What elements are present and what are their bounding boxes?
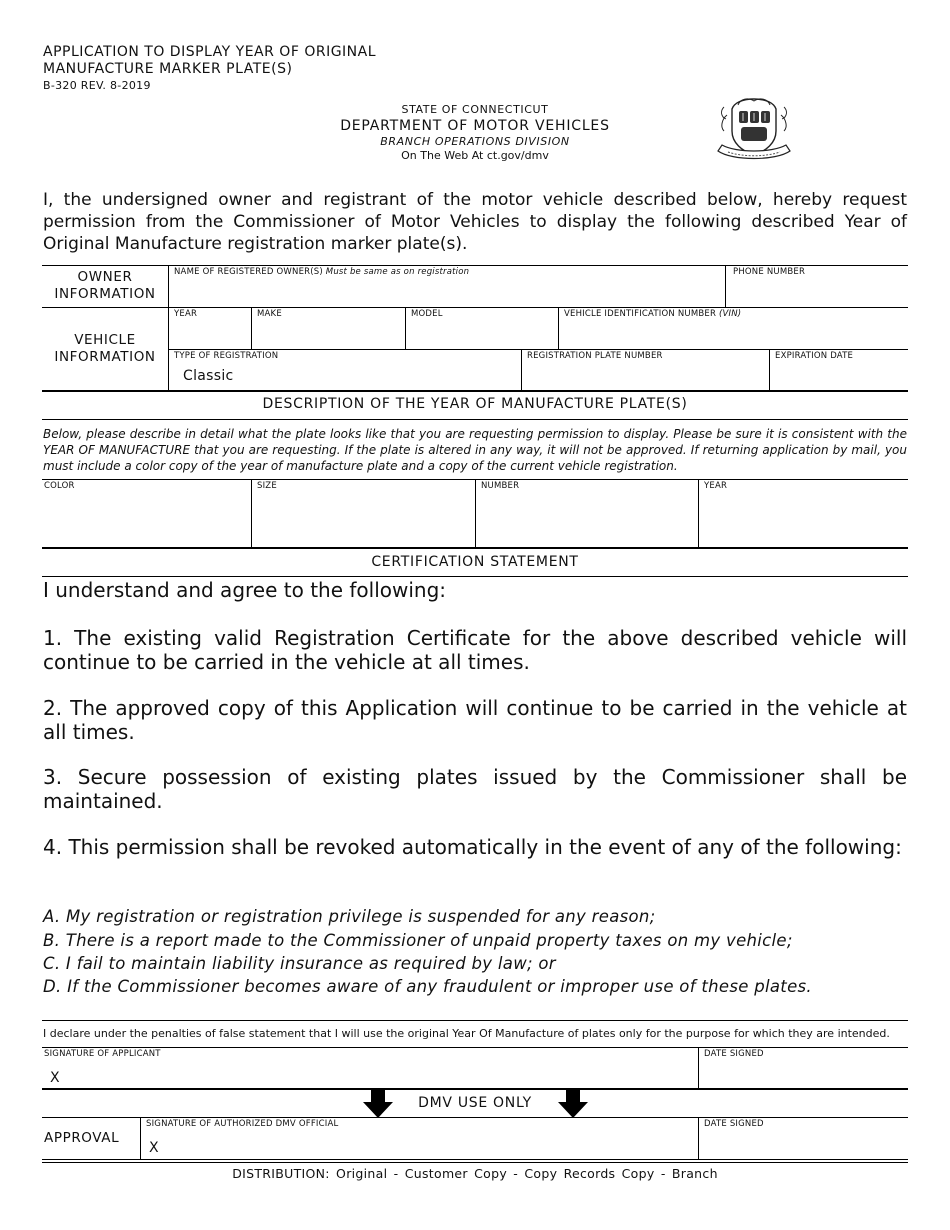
divider xyxy=(725,265,726,307)
divider xyxy=(42,419,908,420)
registered-owner-name-field[interactable] xyxy=(174,267,469,277)
vin-field[interactable] xyxy=(564,309,741,319)
plate-size-field[interactable]: SIZE xyxy=(257,481,277,491)
certification-title: CERTIFICATION STATEMENT xyxy=(371,554,579,570)
divider xyxy=(42,547,908,549)
vehicle-information-label: VEHICLE INFORMATION xyxy=(54,332,156,365)
divider xyxy=(42,1117,908,1118)
divider xyxy=(42,1020,908,1021)
divider xyxy=(42,307,908,308)
divider xyxy=(168,349,908,350)
registration-type-label: TYPE OF REGISTRATION xyxy=(174,351,279,361)
vehicle-make-field[interactable]: MAKE xyxy=(257,309,282,319)
ct-state-seal-icon xyxy=(712,95,796,165)
dmv-use-only-title: DMV USE ONLY xyxy=(418,1095,532,1111)
vin-label: VEHICLE IDENTIFICATION NUMBER xyxy=(564,309,717,319)
plate-number-field[interactable]: NUMBER xyxy=(481,481,520,491)
divider xyxy=(521,349,522,390)
vin-note: (VIN) xyxy=(718,309,742,319)
applicant-signature-label: SIGNATURE OF APPLICANT xyxy=(44,1049,161,1059)
dmv-official-signature-field[interactable]: X xyxy=(149,1140,159,1156)
registered-owner-name-note: Must be same as on registration xyxy=(325,267,470,277)
divider xyxy=(698,1047,699,1089)
approval-label: APPROVAL xyxy=(44,1130,120,1146)
divider xyxy=(42,576,908,577)
revocation-item-a: A. My registration or registration privilege is suspended for any reason; xyxy=(43,907,656,926)
divider xyxy=(168,265,169,390)
form-number: B-320 REV. 8-2019 xyxy=(43,79,151,92)
revocation-item-d: D. If the Commissioner becomes aware of any fraudulent or improper use of these plates. xyxy=(43,977,812,996)
divider xyxy=(769,349,770,390)
divider xyxy=(698,1117,699,1160)
divider xyxy=(558,307,559,349)
distribution-footer: DISTRIBUTION: Original - Customer Copy - Copy Records Copy - Branch xyxy=(232,1166,718,1181)
divider xyxy=(251,307,252,349)
divider xyxy=(42,1162,908,1163)
divider xyxy=(475,479,476,548)
plate-color-field[interactable]: COLOR xyxy=(44,481,75,491)
plate-description-title: DESCRIPTION OF THE YEAR OF MANUFACTURE PLATE(S) xyxy=(262,396,688,412)
certification-item-3: 3. Secure possession of existing plates issued by the Commissioner shall be maintained. xyxy=(43,765,907,813)
vehicle-year-field[interactable]: YEAR xyxy=(174,309,198,319)
plate-instructions: Below, please describe in detail what the plate looks like that you are requesting permission to display. Please be sure it is consistent with the YEAR OF MANUFACTURE that you are requesting. If the plate is altered in any way, it will not be approved. If returning application by mail, you must include a color copy of the year of manufacture plate and a copy of the current vehicle registration. xyxy=(43,427,907,473)
divider xyxy=(698,479,699,548)
registration-plate-number-field[interactable]: REGISTRATION PLATE NUMBER xyxy=(527,351,663,361)
revocation-item-b: B. There is a report made to the Commissioner of unpaid property taxes on my vehicle; xyxy=(43,931,793,950)
revocation-item-c: C. I fail to maintain liability insurance as required by law; or xyxy=(43,954,556,973)
form-title xyxy=(43,44,376,78)
state-name: STATE OF CONNECTICUT xyxy=(401,103,549,116)
divider xyxy=(140,1117,141,1160)
divider xyxy=(42,265,908,266)
divider xyxy=(405,307,406,349)
division-name: BRANCH OPERATIONS DIVISION xyxy=(380,135,570,148)
divider xyxy=(42,1159,908,1160)
applicant-date-signed-field[interactable]: DATE SIGNED xyxy=(704,1049,764,1059)
registered-owner-name-label: NAME OF REGISTERED OWNER(S) xyxy=(174,267,323,277)
applicant-signature-field[interactable]: X xyxy=(50,1070,60,1086)
certification-item-4: 4. This permission shall be revoked automatically in the event of any of the following: xyxy=(43,835,902,859)
form-title-line-2: MANUFACTURE MARKER PLATE(S) xyxy=(43,61,293,77)
department-name: DEPARTMENT OF MOTOR VEHICLES xyxy=(340,118,610,134)
website: On The Web At ct.gov/dmv xyxy=(401,149,549,162)
dmv-official-signature-label: SIGNATURE OF AUTHORIZED DMV OFFICIAL xyxy=(146,1119,339,1129)
certification-item-1: 1. The existing valid Registration Certificate for the above described vehicle will continue to be carried in the vehicle at all times. xyxy=(43,626,907,674)
certification-lead: I understand and agree to the following: xyxy=(43,578,447,602)
expiration-date-field[interactable]: EXPIRATION DATE xyxy=(775,351,854,361)
vehicle-model-field[interactable]: MODEL xyxy=(411,309,443,319)
intro-paragraph: I, the undersigned owner and registrant of the motor vehicle described below, hereby request permission from the Commissioner of Motor Vehicles to display the following described Year of Original Manufacture registration marker plate(s). xyxy=(43,190,907,254)
plate-year-field[interactable]: YEAR xyxy=(704,481,728,491)
declaration-text: I declare under the penalties of false statement that I will use the original Year Of Manufacture of plates only for the purpose for which they are intended. xyxy=(43,1027,890,1040)
dmv-date-signed-field[interactable]: DATE SIGNED xyxy=(704,1119,764,1129)
form-title-line-1: APPLICATION TO DISPLAY YEAR OF ORIGINAL xyxy=(43,44,377,60)
divider xyxy=(42,1047,908,1048)
divider xyxy=(42,390,908,392)
divider xyxy=(42,1088,908,1090)
owner-information-label: OWNER INFORMATION xyxy=(54,269,156,302)
phone-number-field[interactable]: PHONE NUMBER xyxy=(733,267,806,277)
divider xyxy=(251,479,252,548)
certification-item-2: 2. The approved copy of this Application will continue to be carried in the vehicle at all times. xyxy=(43,696,907,744)
registration-type-value[interactable]: Classic xyxy=(183,368,234,384)
